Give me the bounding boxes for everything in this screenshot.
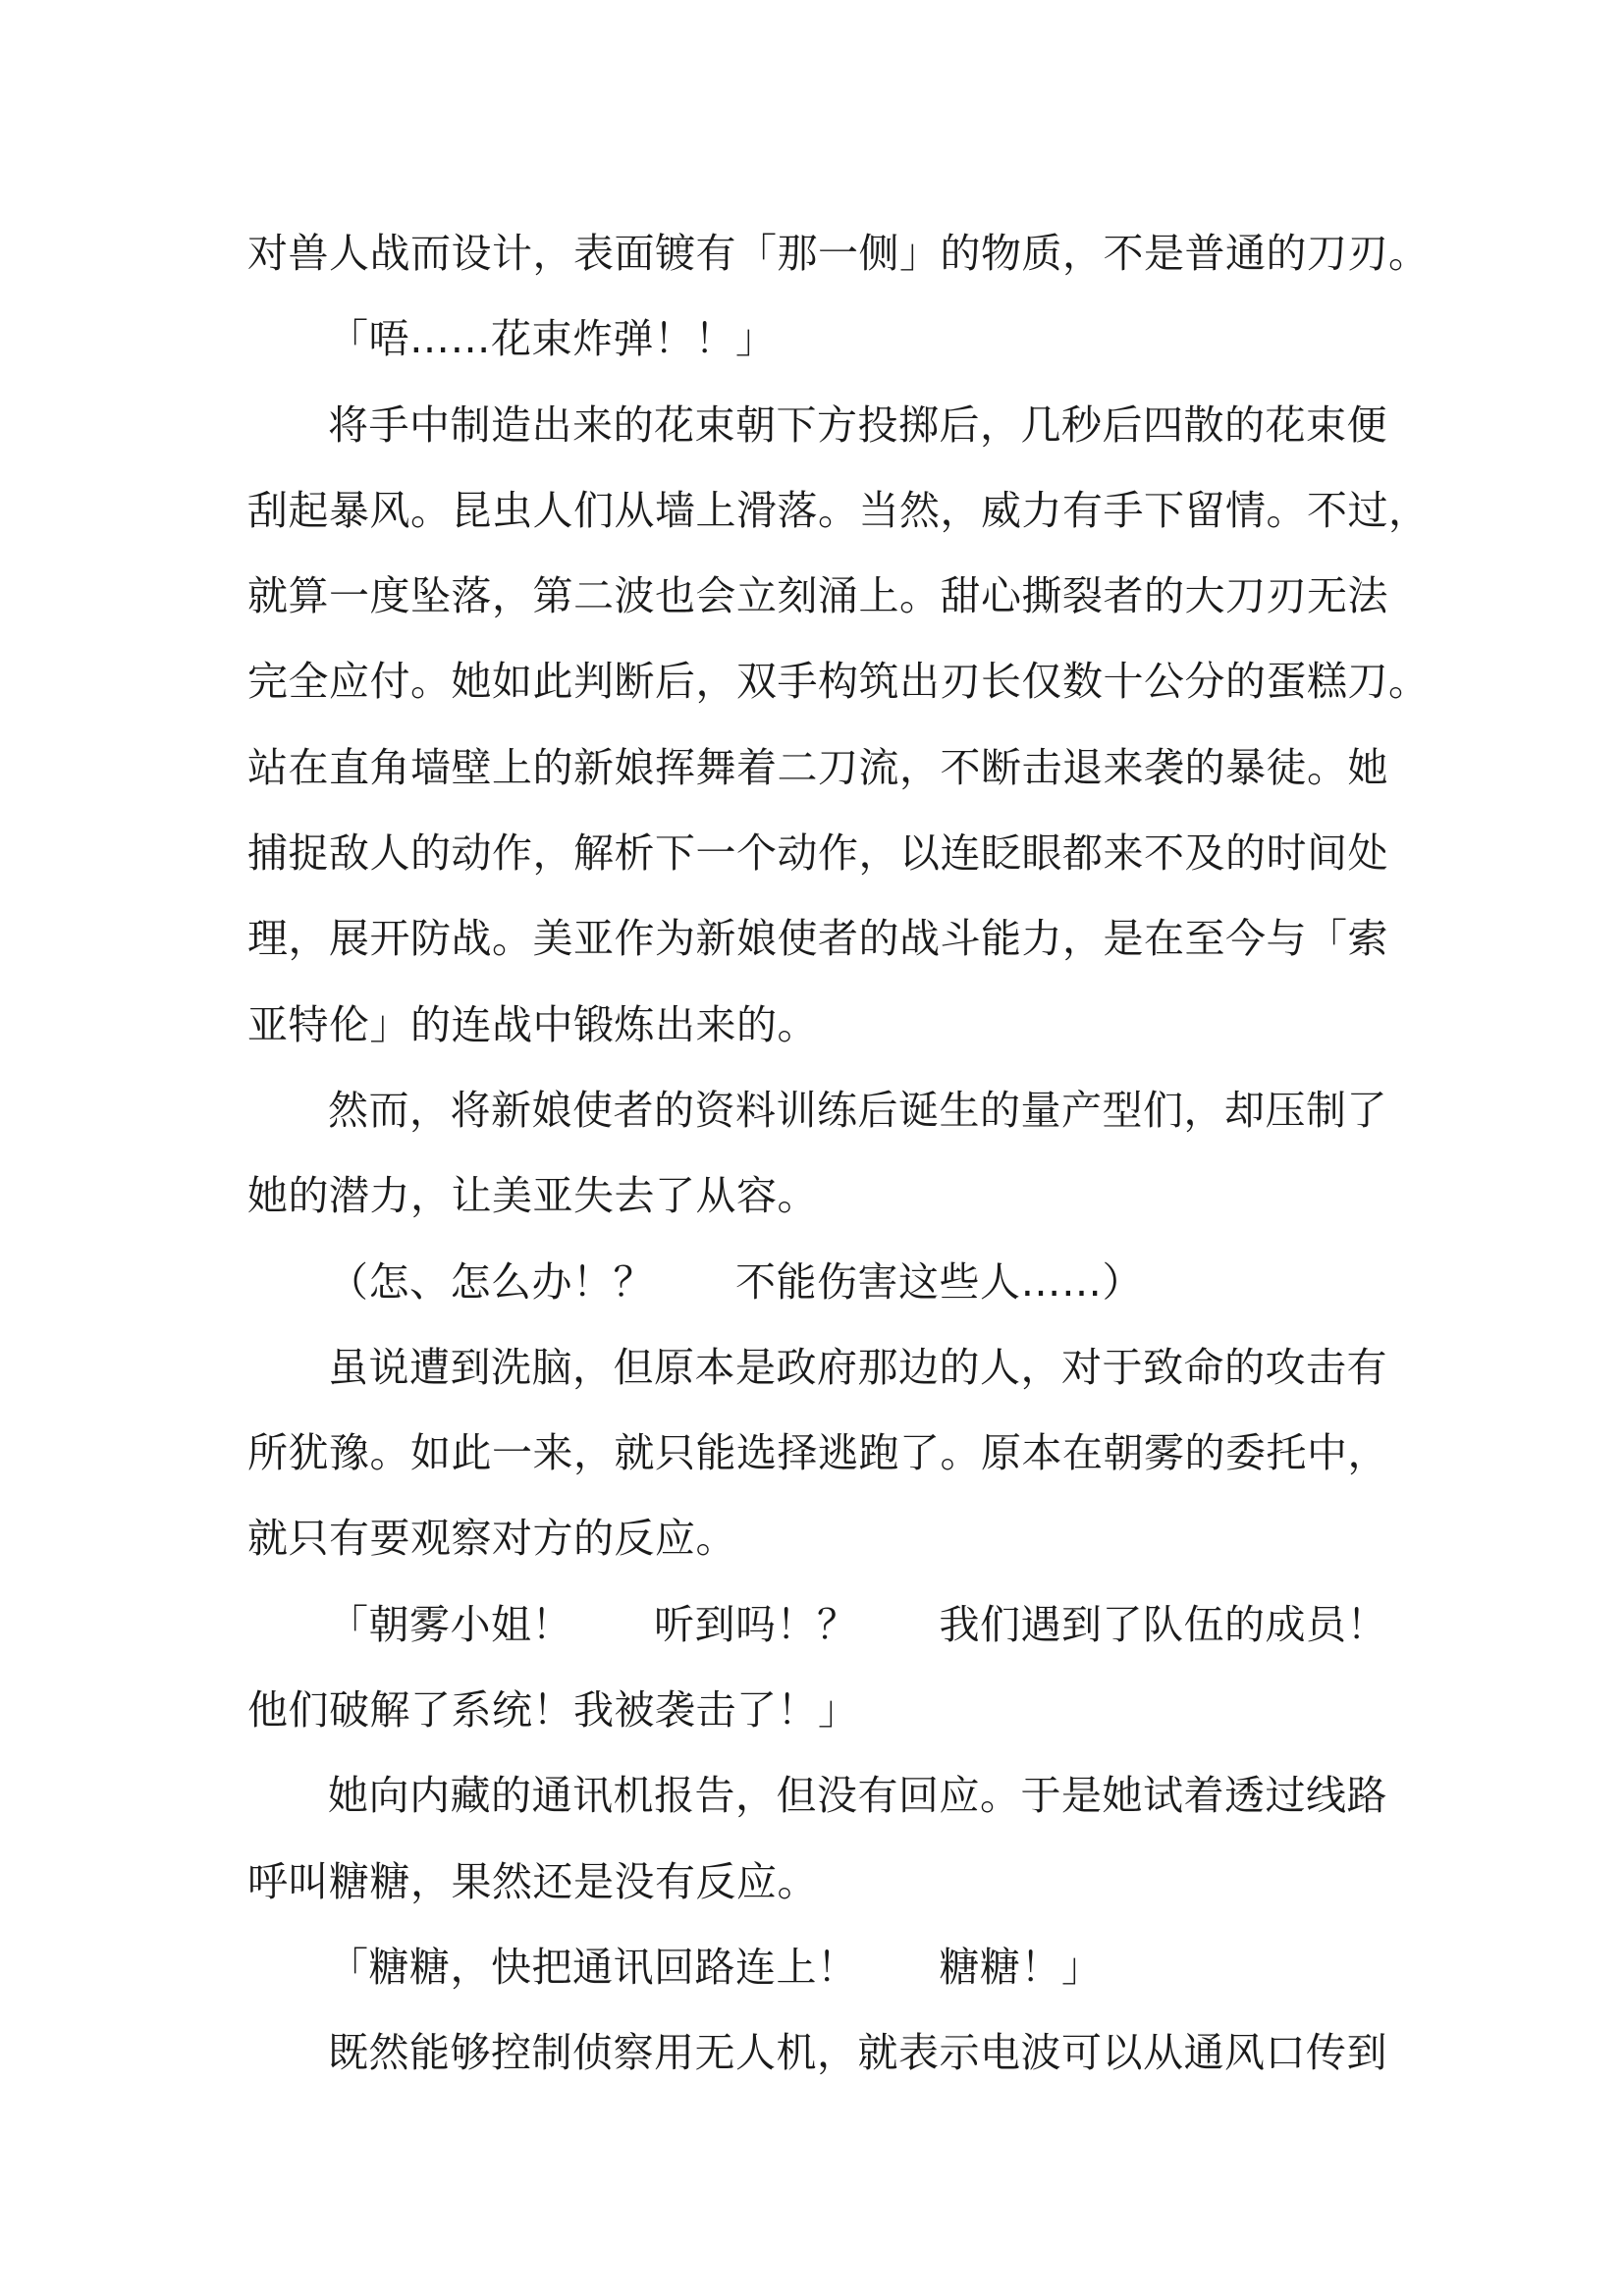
text-line: 所犹豫。如此一来，就只能选择逃跑了。原本在朝雾的委托中， <box>247 1429 1388 1477</box>
text-line: 她向内藏的通讯机报告，但没有回应。于是她试着透过线路 <box>328 1772 1387 1820</box>
text-line: 亚特伦」的连战中锻炼出来的。 <box>247 1000 818 1048</box>
text-line: 对兽人战而设计，表面镀有「那一侧」的物质，不是普通的刀刃。 <box>247 230 1430 277</box>
text-line: 呼叫糖糖，果然还是没有反应。 <box>247 1857 818 1905</box>
text-line: 就只有要观察对方的反应。 <box>247 1515 736 1563</box>
text-line: 捕捉敌人的动作，解析下一个动作，以连眨眼都来不及的时间处 <box>247 829 1388 878</box>
text-line: 完全应付。她如此判断后，双手构筑出刃长仅数十公分的蛋糕刀。 <box>247 658 1430 706</box>
text-line: 既然能够控制侦察用无人机，就表示电波可以从通风口传到 <box>328 2029 1387 2077</box>
text-line: 理，展开防战。美亚作为新娘使者的战斗能力，是在至今与「索 <box>247 915 1388 963</box>
text-line: 她的潜力，让美亚失去了从容。 <box>247 1172 818 1220</box>
text-line: 虽说遭到洗脑，但原本是政府那边的人，对于致命的攻击有 <box>328 1343 1387 1391</box>
text-line: （怎、怎么办！？ 不能伤害这些人……） <box>328 1257 1143 1306</box>
text-line: 「朝雾小姐！ 听到吗！？ 我们遇到了队伍的成员！ <box>328 1600 1387 1648</box>
text-line: 「糖糖，快把通讯回路连上！ 糖糖！」 <box>328 1943 1103 1991</box>
text-line: 将手中制造出来的花束朝下方投掷后，几秒后四散的花束便 <box>328 400 1387 449</box>
text-line: 刮起暴风。昆虫人们从墙上滑落。当然，威力有手下留情。不过， <box>247 486 1430 534</box>
text-line: 就算一度坠落，第二波也会立刻涌上。甜心撕裂者的大刀刃无法 <box>247 572 1388 620</box>
text-line: 他们破解了系统！我被袭击了！」 <box>247 1686 859 1735</box>
text-line: 「唔……花束炸弹！！」 <box>328 315 777 363</box>
body-text <box>247 211 1430 2097</box>
text-line: 然而，将新娘使者的资料训练后诞生的量产型们，却压制了 <box>328 1086 1387 1134</box>
text-line: 站在直角墙壁上的新娘挥舞着二刀流，不断击退来袭的暴徒。她 <box>247 743 1388 791</box>
